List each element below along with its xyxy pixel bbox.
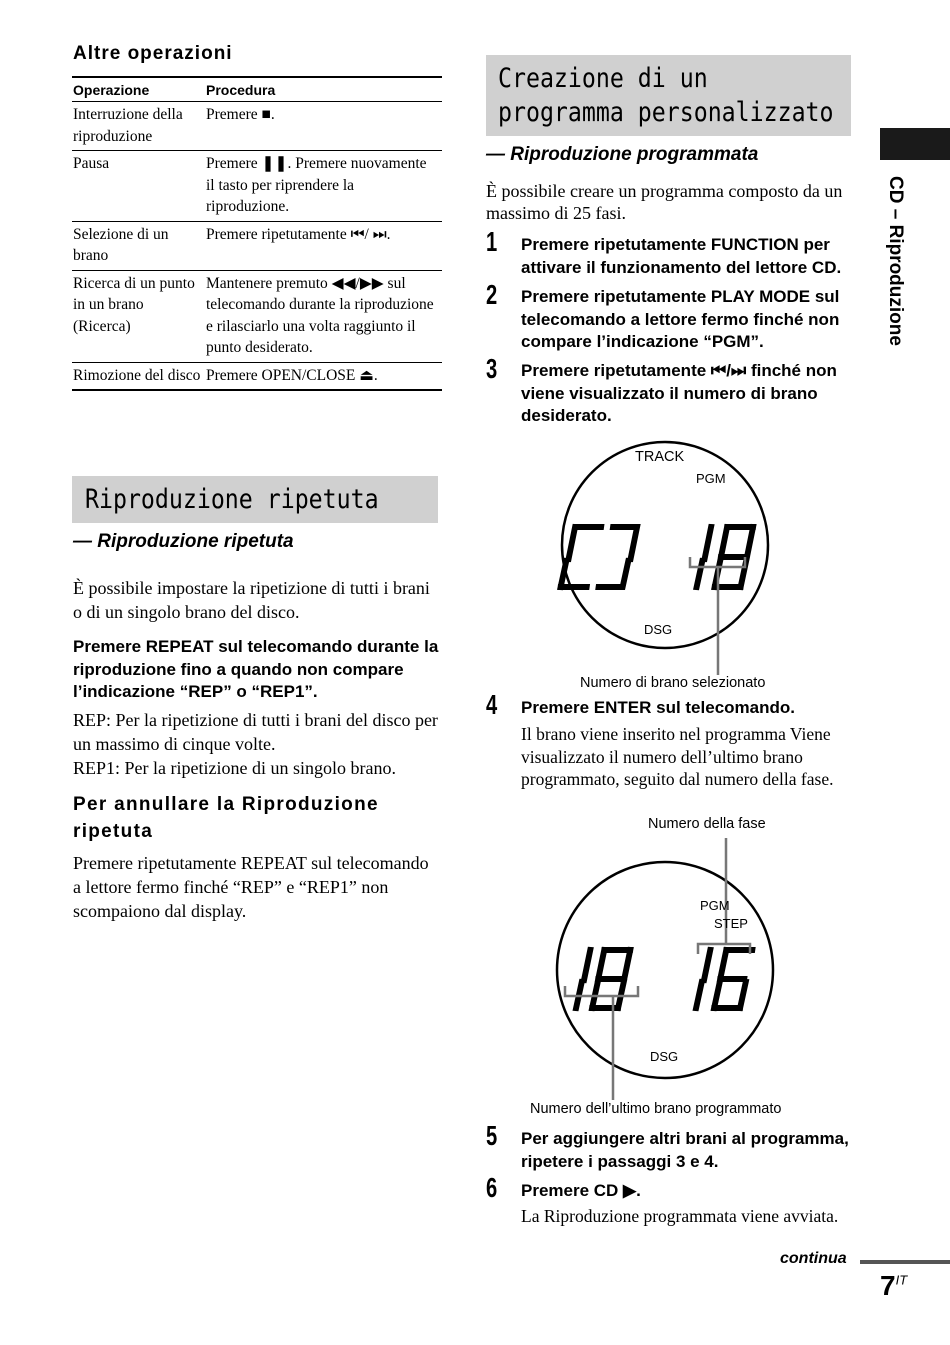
step-indicator: STEP <box>714 916 748 931</box>
step-text: Premere CD ▶. <box>521 1181 641 1200</box>
lcd-display-1-graphic <box>540 435 780 695</box>
program-subtitle: — Riproduzione programmata <box>486 144 759 165</box>
pgm-indicator: PGM <box>700 898 730 913</box>
column-header-procedure: Procedura <box>205 77 442 102</box>
side-section-text: CD – Riproduzione <box>885 176 906 346</box>
rep1-description: REP1: Per la ripetizione di un singolo brano. <box>73 758 396 778</box>
table-cell: Interruzione della riproduzione <box>72 102 205 151</box>
rep-description: REP: Per la ripetizione di tutti i brani del disco per un massimo di cinque volte. <box>73 710 438 754</box>
last-track-caption: Numero dell’ultimo brano programmato <box>530 1101 782 1117</box>
step-number: 5 <box>486 1120 498 1151</box>
repeat-section-title: Riproduzione ripetuta <box>85 484 379 515</box>
table-cell: Pausa <box>72 151 205 222</box>
table-cell: Selezione di un brano <box>72 221 205 270</box>
table-cell: Premere ripetutamente ⏮/ ⏭. <box>205 221 442 270</box>
repeat-instruction: Premere REPEAT sul telecomando durante la riproduzione fino a quando non compare l’indicazione “REP” o “REP1”. <box>73 637 439 701</box>
operations-table <box>72 76 442 391</box>
table-row <box>72 102 442 151</box>
continued-rule <box>860 1260 950 1264</box>
page-number <box>880 1270 907 1302</box>
step-text: Per aggiungere altri brani al programma, ripetere i passaggi 3 e 4. <box>521 1129 849 1171</box>
step-number: 1 <box>486 226 498 257</box>
step-body: La Riproduzione programmata viene avviata. <box>521 1206 839 1226</box>
table-header-row <box>72 77 442 102</box>
track-indicator: TRACK <box>635 449 685 465</box>
table-row <box>72 270 442 362</box>
repeat-intro: È possibile impostare la ripetizione di tutti i brani o di un singolo brano del disco. <box>73 578 430 622</box>
page-number-value: 7 <box>880 1270 896 1301</box>
lcd-display-2-graphic <box>540 838 790 1108</box>
step-number: 6 <box>486 1172 498 1203</box>
step-text: Premere ripetutamente ⏮/⏭ finché non viene visualizzato il numero di brano desiderato. <box>521 361 837 425</box>
other-operations-heading: Altre operazioni <box>73 43 233 64</box>
table-row <box>72 221 442 270</box>
step-number: 2 <box>486 279 498 310</box>
program-title-line2: programma personalizzato <box>498 97 834 128</box>
dsg-indicator: DSG <box>644 622 673 637</box>
column-header-operation: Operazione <box>72 77 205 102</box>
side-section-label <box>884 176 924 376</box>
repeat-section-band <box>72 476 438 523</box>
table-cell: Premere ❚❚. Premere nuovamente il tasto per riprendere la riproduzione. <box>205 151 442 222</box>
table-row <box>72 151 442 222</box>
step-number-caption: Numero della fase <box>648 816 766 832</box>
table-row <box>72 362 442 390</box>
section-tab-marker <box>880 128 950 160</box>
display-track-selected <box>540 435 780 695</box>
page-language-suffix: IT <box>895 1272 908 1288</box>
repeat-subtitle: — Riproduzione ripetuta <box>73 531 294 552</box>
step-number: 4 <box>486 689 498 720</box>
step-text: Premere ENTER sul telecomando. <box>521 698 795 717</box>
table-cell: Mantenere premuto ◀◀/▶▶ sul telecomando durante la riproduzione e rilasciarlo una volta raggiunto il punto desiderato. <box>205 270 442 362</box>
table-cell: Premere ■. <box>205 102 442 151</box>
table-cell: Rimozione del disco <box>72 362 205 390</box>
cancel-repeat-heading: Per annullare la Riproduzione ripetuta <box>73 794 379 842</box>
table-cell: Ricerca di un punto in un brano (Ricerca) <box>72 270 205 362</box>
selected-track-caption: Numero di brano selezionato <box>580 675 766 691</box>
step-body: Il brano viene inserito nel programma Viene visualizzato il numero dell’ultimo brano programmato, seguito dal numero della fase. <box>521 724 834 789</box>
table-cell: Premere OPEN/CLOSE ⏏. <box>205 362 442 390</box>
pgm-indicator: PGM <box>696 471 726 486</box>
program-section-band <box>486 55 851 136</box>
program-title-line1: Creazione di un <box>498 63 708 94</box>
continued-label: continua <box>780 1250 847 1267</box>
step-text: Premere ripetutamente FUNCTION per attivare il funzionamento del lettore CD. <box>521 235 842 277</box>
step-number: 3 <box>486 353 498 384</box>
program-intro: È possibile creare un programma composto da un massimo di 25 fasi. <box>486 181 843 223</box>
dsg-indicator: DSG <box>650 1049 679 1064</box>
display-program-step <box>540 838 790 1108</box>
step-text: Premere ripetutamente PLAY MODE sul telecomando a lettore fermo finché non compare l’indicazione “PGM”. <box>521 287 840 351</box>
cancel-repeat-body: Premere ripetutamente REPEAT sul telecomando a lettore fermo finché “REP” e “REP1” non scompaiono dal display. <box>73 853 429 921</box>
